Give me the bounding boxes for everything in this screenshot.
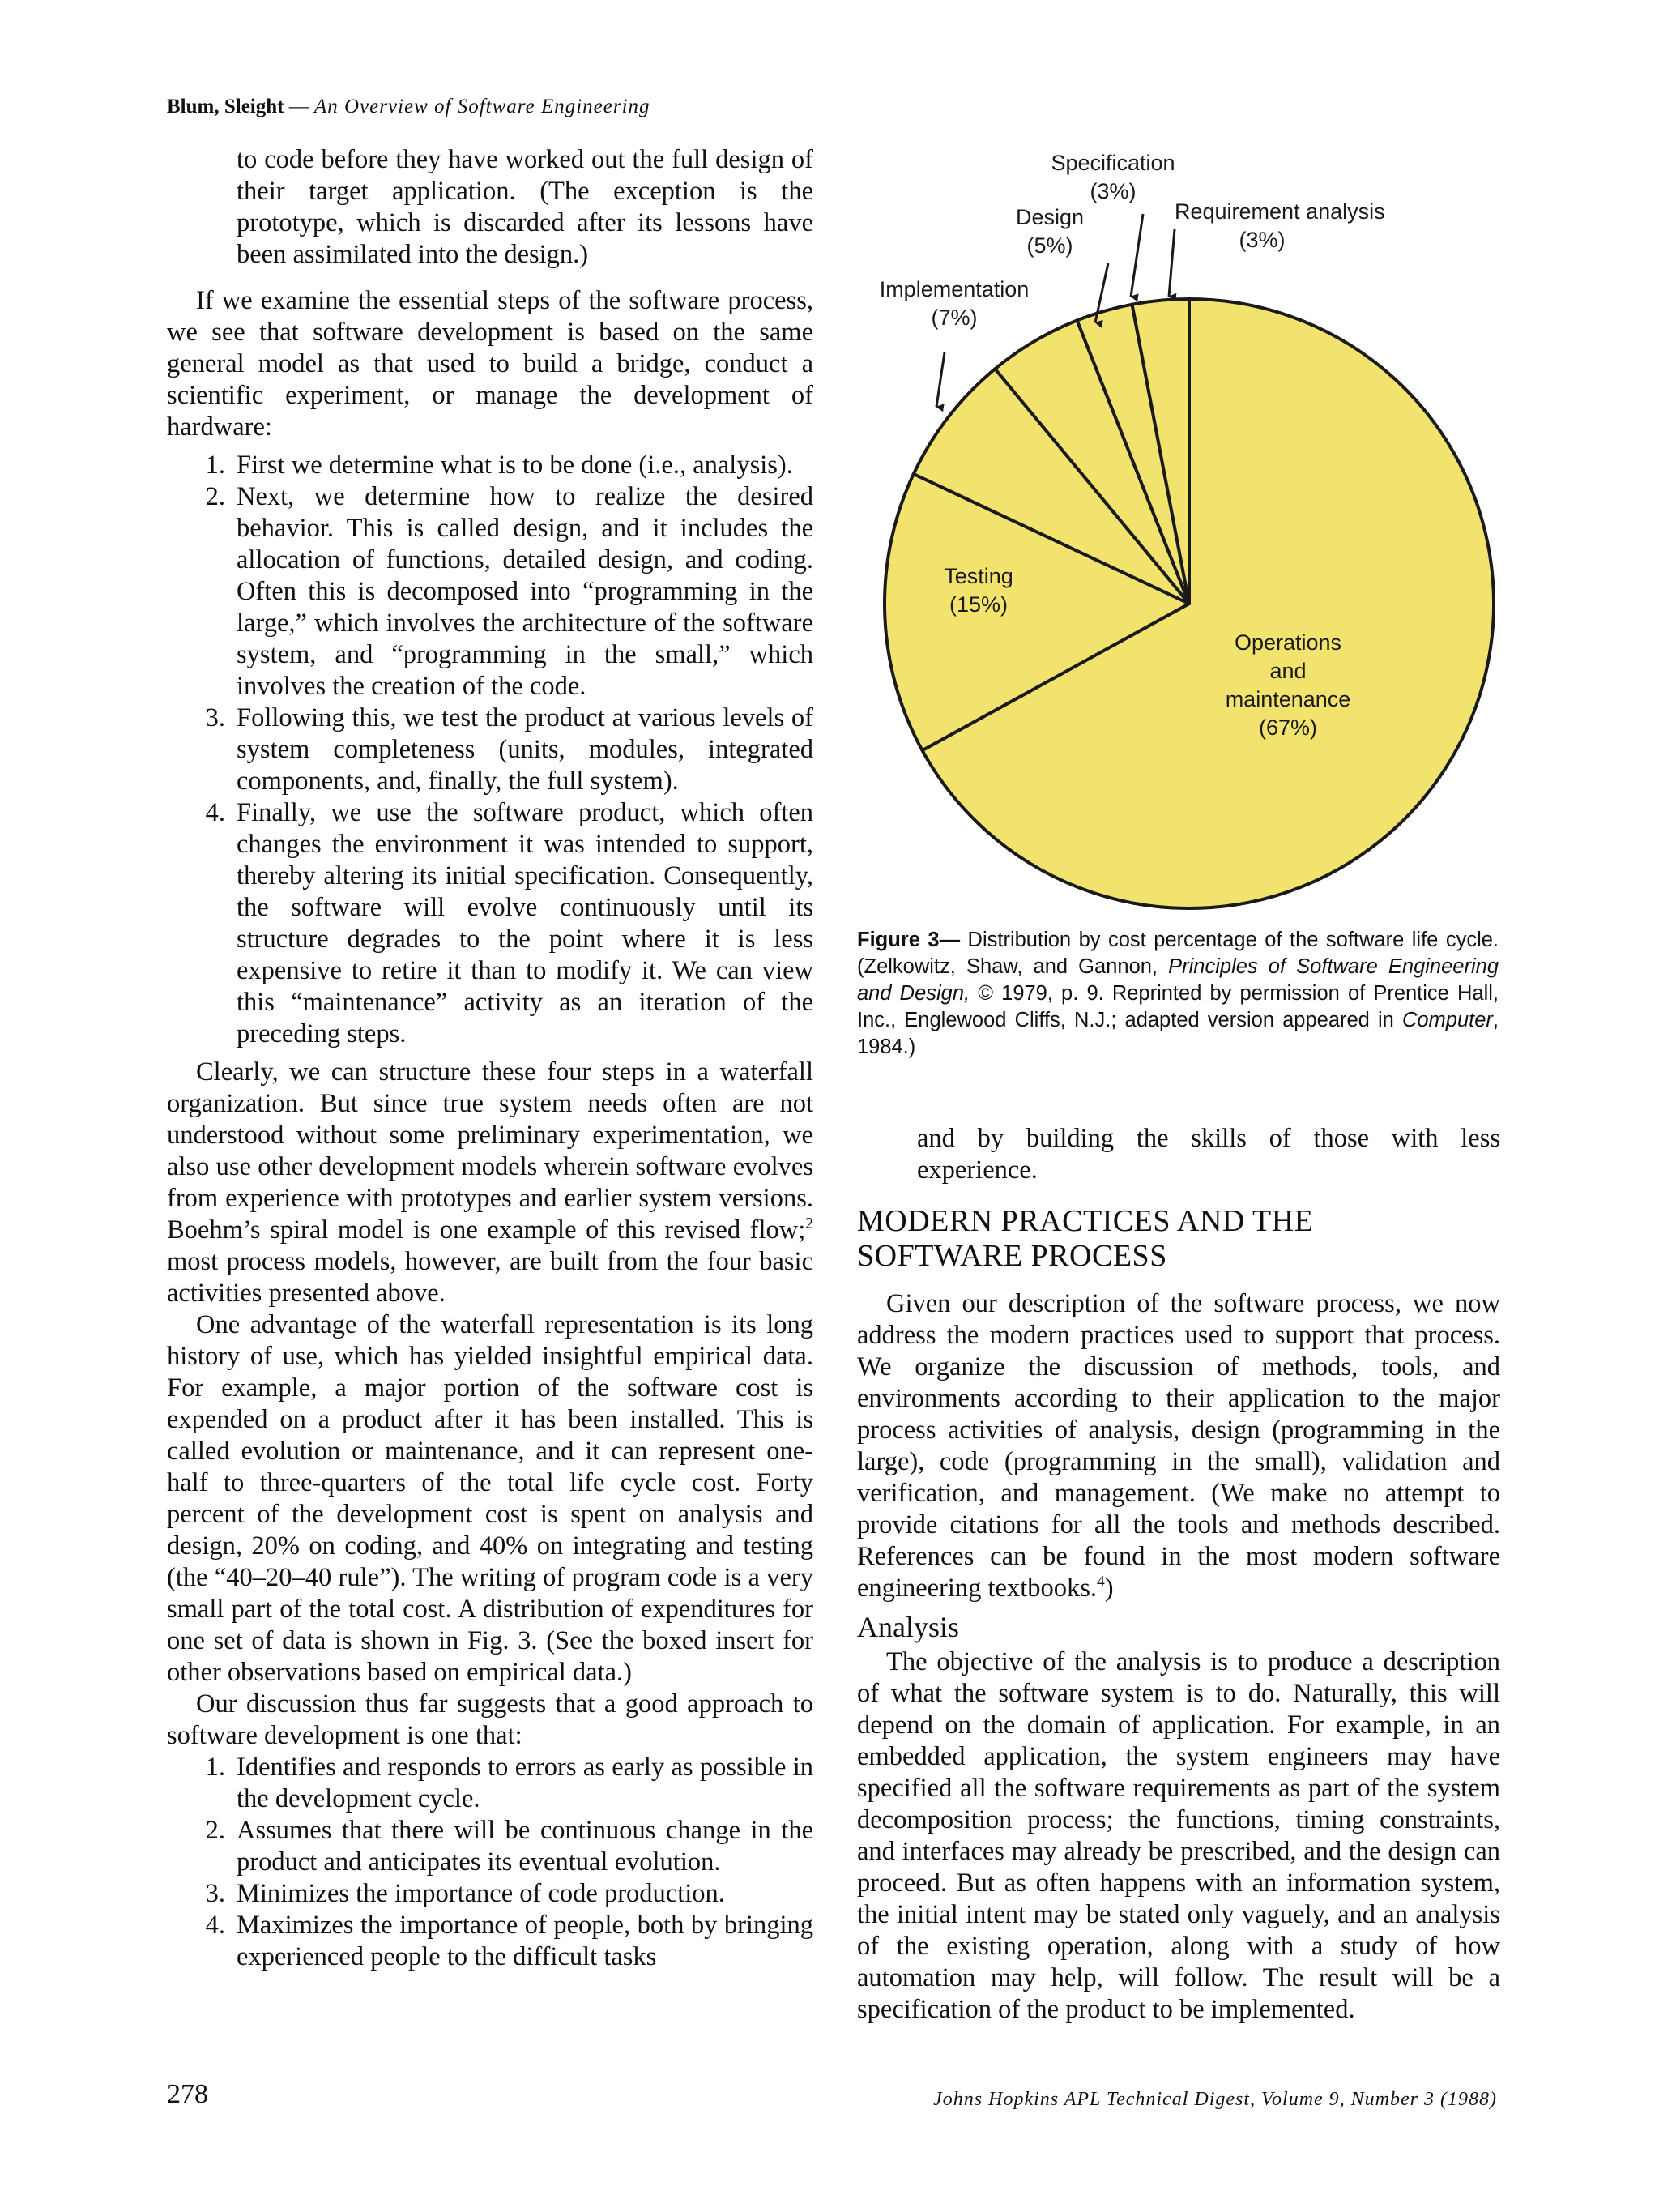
section-heading: MODERN PRACTICES AND THE SOFTWARE PROCESS <box>857 1204 1314 1273</box>
list-item: 4. Maximizes the importance of people, both by bringing experienced people to the difficult tasks <box>205 1911 813 1971</box>
left-column <box>167 144 813 1979</box>
header-title: An Overview of Software Engineering <box>313 96 650 117</box>
list-item: 1. First we determine what is to be done (i.e., analysis). <box>205 451 793 480</box>
pie-label-design: Design (5%) <box>1015 205 1085 258</box>
pie-label-implementation: Implementation (7%) <box>879 277 1030 330</box>
pie-label-testing: Testing (15%) <box>944 564 1013 617</box>
paragraph-modern-practices: Given our description of the software process, we now address the modern practices used to support that process. We organize the discussion of methods, tools, and environments according to their application to the major process activities of analysis, design (programming in the large), code (programming in the small), validation and verification, and management. (We make no attempt to provide citations for all the tools and methods described. References can be found in the most modern software engineering textbooks.$^4$) <box>857 1289 1500 1603</box>
figure-3-pie-chart <box>859 146 1507 924</box>
paragraph-continued: and by building the skills of those with less experience. <box>917 1124 1500 1185</box>
pie-leader-arrow <box>1131 214 1143 297</box>
running-header <box>167 96 650 118</box>
pie-label-operations-and-maintenance: Operations and maintenance (67%) <box>1225 630 1351 740</box>
subsection-heading: Analysis <box>857 1611 959 1643</box>
list-item: 3. Minimizes the importance of code production. <box>205 1879 725 1908</box>
list-item: 3. Following this, we test the product at various levels of system completeness (units, modules, integrated components, and, finally, the full system). <box>205 703 813 796</box>
paragraph-process-steps: If we examine the essential steps of the software process, we see that software development is based on the same general model as that used to build a bridge, conduct a scientific experiment, or manage the development of hardware: <box>167 286 813 442</box>
paragraph-analysis: The objective of the analysis is to produce a description of what the software system is to do. Naturally, this will depend on the domain of application. For example, in an embedded application, the system engineers may have specified all the software requirements as part of the system decomposition process; the functions, timing constraints, and interfaces may already be prescribed, and the design can proceed. But as often happens with an information system, the initial intent may be stated only vaguely, and an analysis of the existing operation, along with a study of how automation may help, will follow. The result will be a specification of the product to be implemented. <box>857 1647 1500 2024</box>
pie-leader-arrow <box>936 352 945 407</box>
pie-chart-svg <box>859 146 1507 924</box>
pie-leader-arrow <box>1169 229 1175 297</box>
approach-list <box>167 1752 813 1973</box>
list-item: 4. Finally, we use the software product, which often changes the environment it was intended to support, thereby altering its initial specification. Consequently, the software will evolve continuously until its structure degrades to the point where it is less expensive to retire it than to modify it. We can view this “maintenance” activity as an iteration of the preceding steps. <box>205 798 813 1048</box>
page-number: 278 <box>167 2079 208 2109</box>
pie-label-requirement-analysis: Requirement analysis (3%) <box>1175 199 1385 252</box>
list-item: 2. Next, we determine how to realize the desired behavior. This is called design, and it includes the allocation of functions, detailed design, and coding. Often this is decomposed into “programming in the large,” which involves the architecture of the software system, and “programming in the small,” which involves the creation of the code. <box>205 482 813 701</box>
paragraph-approach: Our discussion thus far suggests that a good approach to software development is one that: <box>167 1689 813 1750</box>
list-item: 1. Identifies and responds to errors as early as possible in the development cycle. <box>205 1753 813 1813</box>
journal-citation: Johns Hopkins APL Technical Digest, Volume 9, Number 3 (1988) <box>933 2089 1497 2110</box>
paragraph-waterfall: Clearly, we can structure these four steps in a waterfall organization. But since true system needs often are not understood without some preliminary experimentation, we also use other development models wherein software evolves from experience with prototypes and earlier system versions. Boehm’s spiral model is one example of this revised flow;$^2$ most process models, however, are built from the four basic activities presented above. <box>167 1057 813 1308</box>
header-authors: Blum, Sleight <box>167 96 284 117</box>
paragraph-continued: to code before they have worked out the full design of their target application. (The exception is the prototype, which is discarded after its lessons have been assimilated into the design.) <box>237 145 813 269</box>
header-separator: — <box>288 96 309 117</box>
list-item: 2. Assumes that there will be continuous change in the product and anticipates its eventual evolution. <box>205 1816 813 1877</box>
figure-caption: Figure 3— Distribution by cost percentage of the software life cycle. (Zelkowitz, Shaw, and Gannon, Principles of Software Engineering and Design, © 1979, p. 9. Reprinted by permission of Prentice Hall, Inc., Englewood Cliffs, N.J.; adapted version appeared in Computer, 1984.) <box>857 929 1499 1058</box>
paragraph-empirical-data: One advantage of the waterfall representation is its long history of use, which has yielded insightful empirical data. For example, a major portion of the software cost is expended on a product after it has been installed. This is called evolution or maintenance, and it can represent one-half to three-quarters of the total life cycle cost. Forty percent of the development cost is spent on analysis and design, 20% on coding, and 40% on integrating and testing (the “40–20–40 rule”). The writing of program code is a very small part of the total cost. A distribution of expenditures for one set of data is shown in Fig. 3. (See the boxed insert for other observations based on empirical data.) <box>167 1310 813 1687</box>
process-steps-list <box>167 450 813 1050</box>
pie-label-specification: Specification (3%) <box>1051 151 1175 203</box>
right-column <box>857 1123 1500 2026</box>
